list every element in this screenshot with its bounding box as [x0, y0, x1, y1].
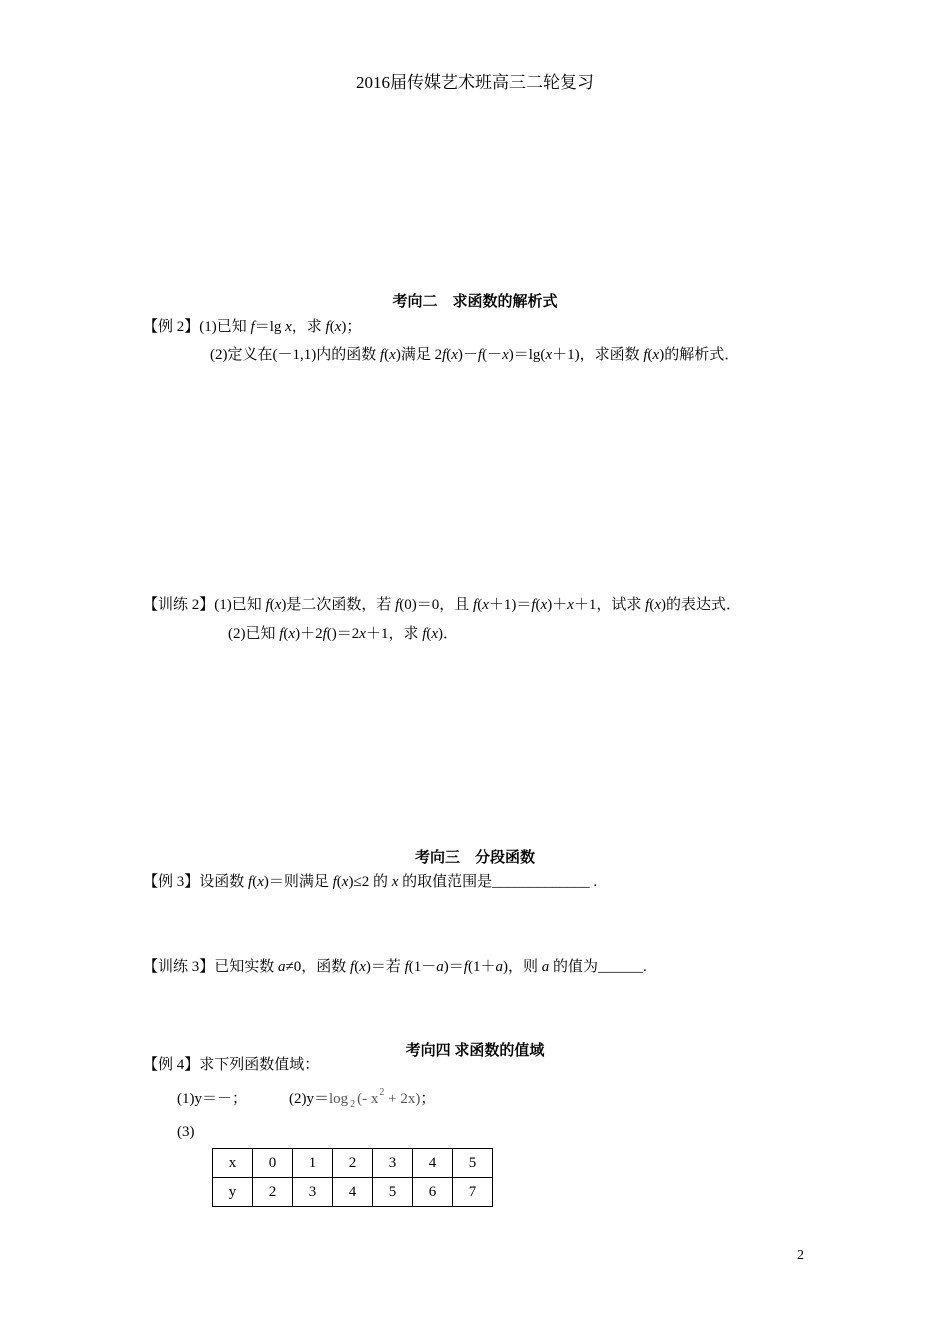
example-4-intro: 【例 4】求下列函数值域： [143, 1057, 320, 1073]
table-row [213, 1178, 493, 1207]
table-row [213, 1149, 493, 1178]
table-cell: 3 [373, 1149, 413, 1178]
table-cell: 1 [293, 1149, 333, 1178]
example-2-label: 【例 2】 [143, 319, 200, 335]
table-cell: 2 [333, 1149, 373, 1178]
training-2-label: 【训练 2】 [143, 597, 215, 613]
training-2-part-2: (2)已知 f(x)＋2f()＝2x＋1，求 f(x)． [228, 626, 459, 642]
section-title-3: 考向三 分段函数 [414, 850, 535, 866]
example-4-part-3: (3) [177, 1124, 195, 1140]
training-3-label: 【训练 3】 [143, 959, 215, 975]
table-cell: 6 [413, 1178, 453, 1207]
page-header: 2016届传媒艺术班高三二轮复习 [356, 73, 594, 92]
value-table [212, 1148, 493, 1207]
example-4-part-1: (1)y＝－； [177, 1091, 247, 1107]
table-cell: 7 [453, 1178, 493, 1207]
table-cell: 2 [253, 1178, 293, 1207]
table-cell: 3 [293, 1178, 333, 1207]
table-cell: x [213, 1149, 253, 1178]
example-2-part-1: 【例 2】(1)已知 f＝lg x，求 f(x)； [143, 319, 362, 335]
example-2-part-2: (2)定义在(－1,1)内的函数 f(x)满足 2f(x)－f(－x)＝lg(x＋1)，求函数 f(x)的解析式． [210, 347, 740, 363]
training-2-part-1: 【训练 2】(1)已知 f(x)是二次函数，若 f(0)＝0，且 f(x＋1)＝f(x)＋x＋1，试求 f(x)的表达式． [143, 597, 741, 613]
answer-blank: ______ [597, 959, 643, 975]
table-cell: 5 [373, 1178, 413, 1207]
table-cell: 0 [253, 1149, 293, 1178]
table-cell: y [213, 1178, 253, 1207]
answer-blank: _____________ [492, 874, 590, 890]
table-cell: 5 [453, 1149, 493, 1178]
table-cell: 4 [413, 1149, 453, 1178]
example-4-part-2: (2)y＝log $_2$ (- $x^2 + 2x$)； [289, 1087, 436, 1110]
training-3: 【训练 3】已知实数 a≠0，函数 f(x)＝若 f(1－a)＝f(1＋a)，则 a 的值为______. [143, 959, 647, 975]
page-number: 2 [797, 1248, 804, 1263]
example-3-label: 【例 3】 [143, 874, 200, 890]
table-cell: 4 [333, 1178, 373, 1207]
section-title-4: 考向四 求函数的值域 [405, 1043, 545, 1059]
example-4-label: 【例 4】 [143, 1057, 200, 1073]
example-3: 【例 3】设函数 f(x)＝则满足 f(x)≤2 的 x 的取值范围是_____________ . [143, 874, 598, 890]
section-title-2: 考向二 求函数的解析式 [392, 294, 558, 310]
